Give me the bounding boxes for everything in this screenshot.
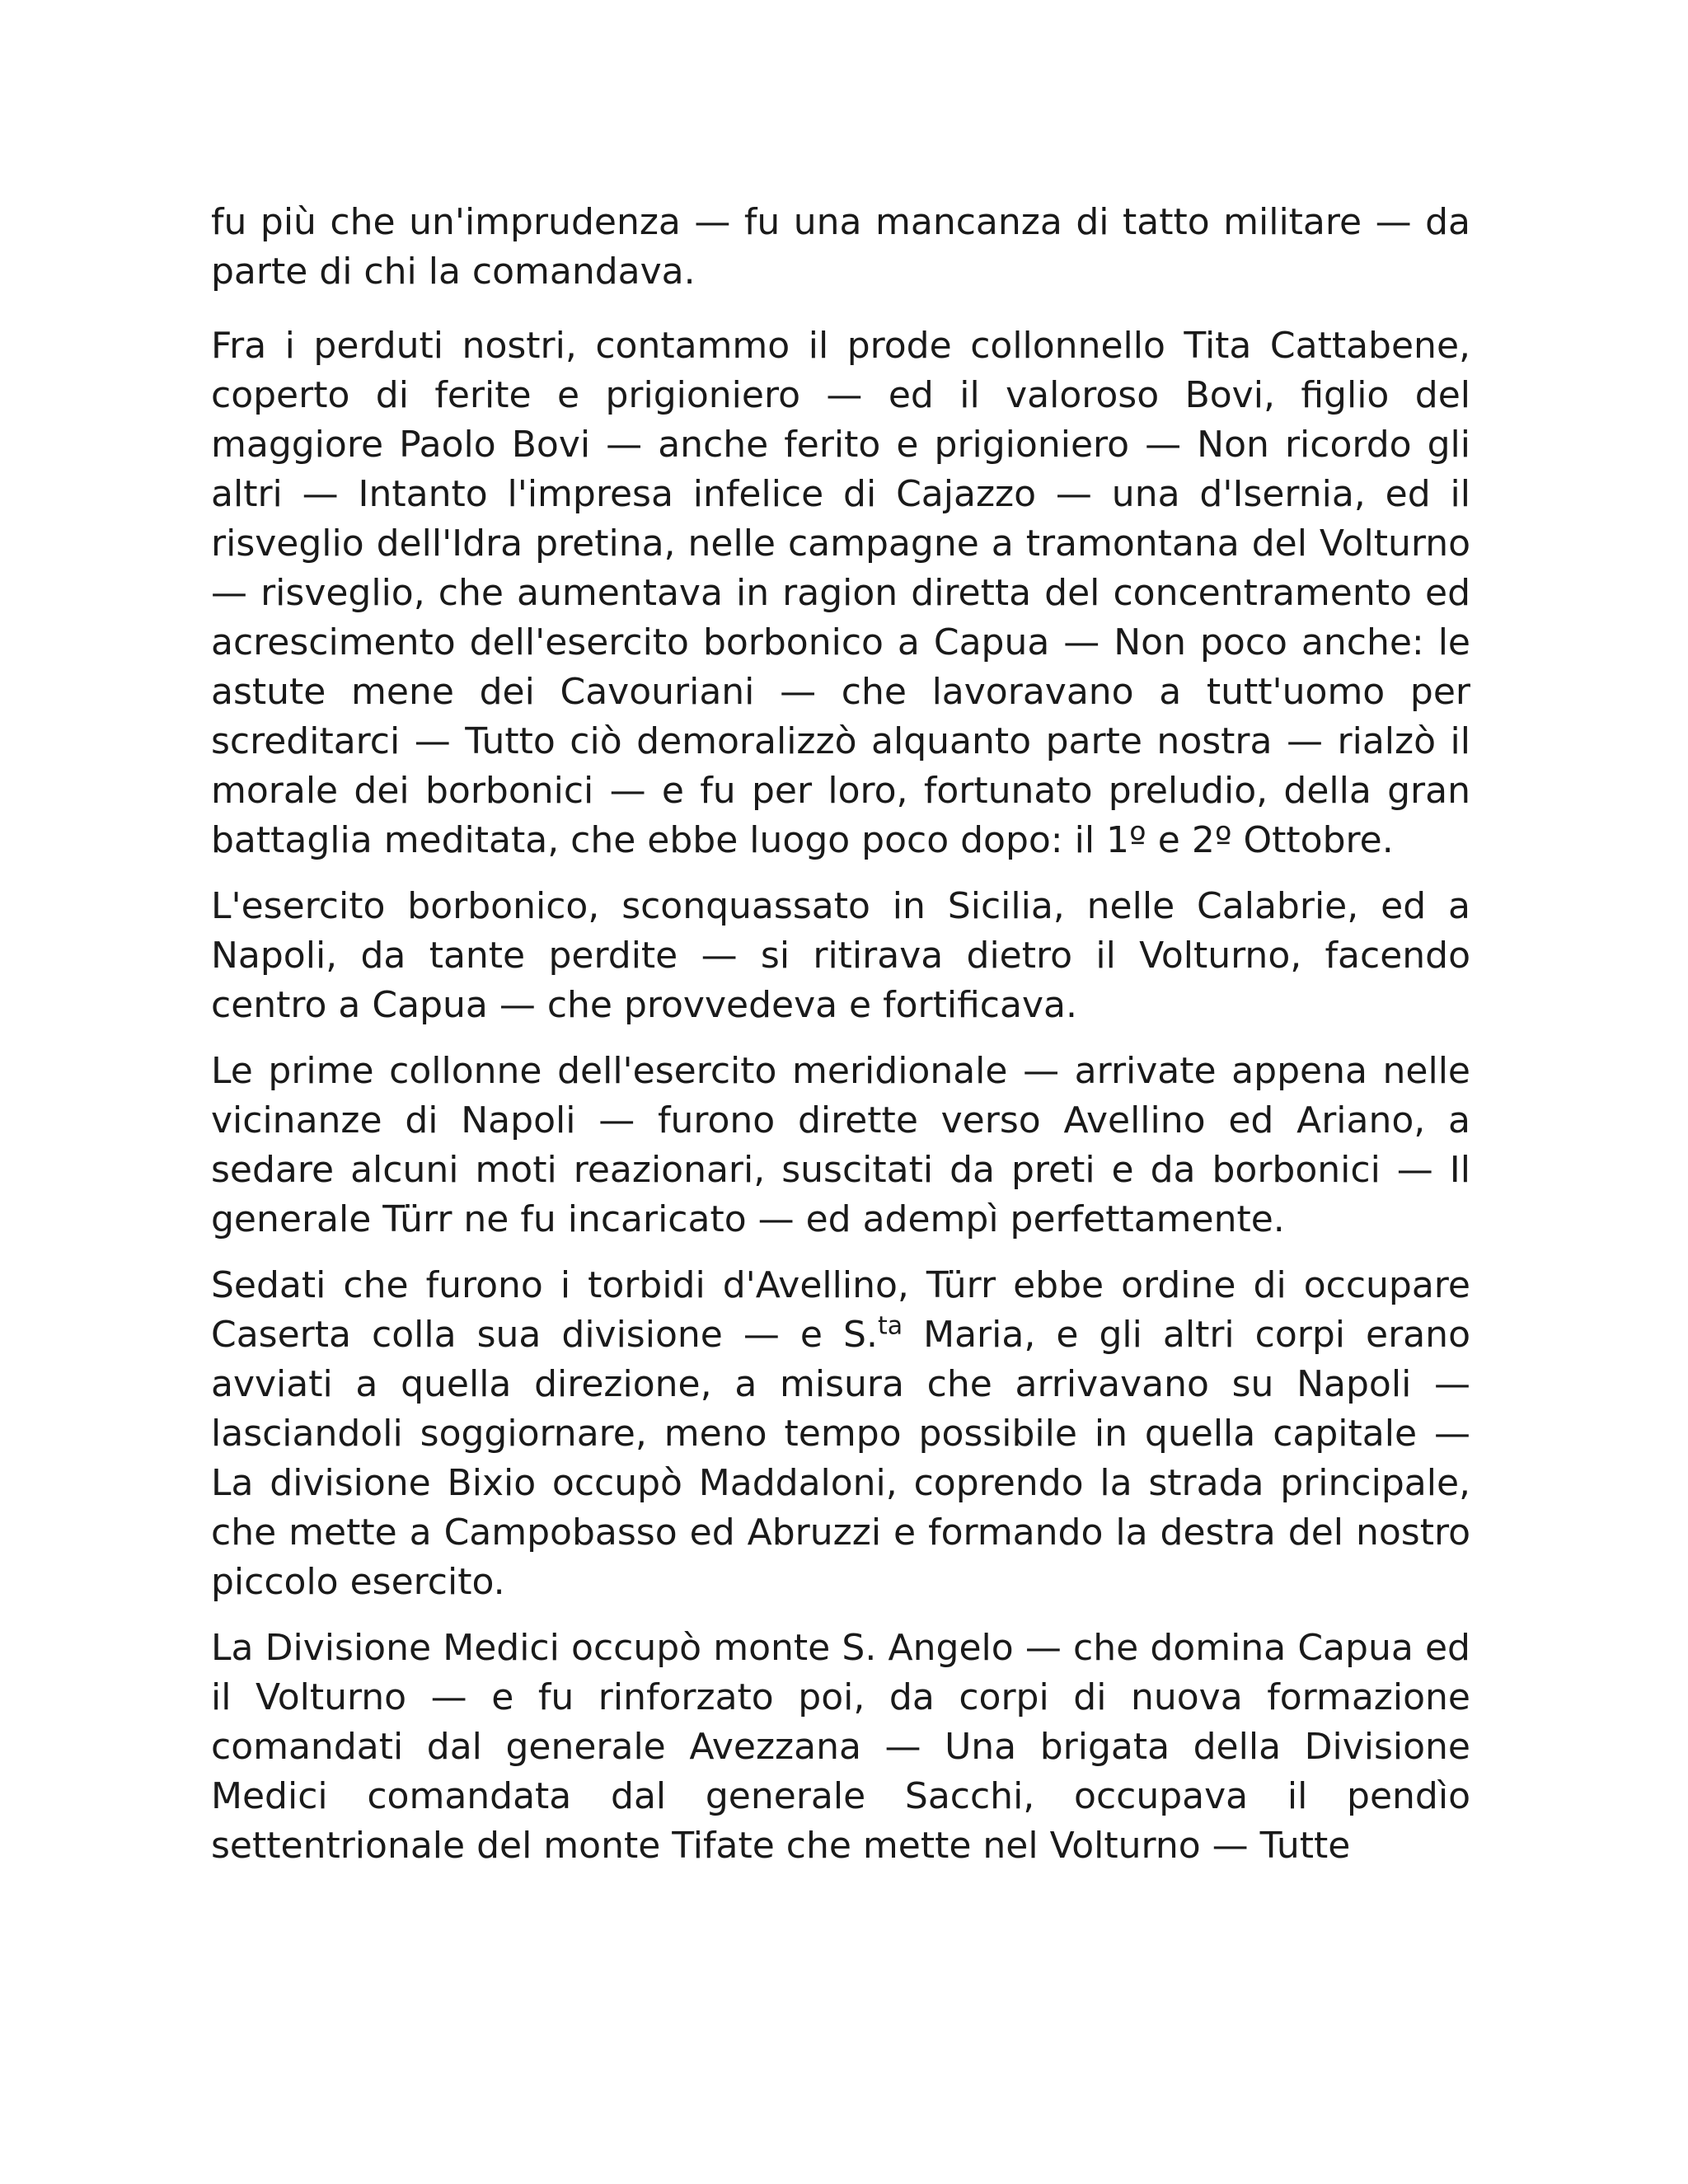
paragraph-2: Fra i perduti nostri, contammo il prode collonnello Tita Cattabene, coperto di ferite e prigioniero — ed il valoroso Bovi, figlio del maggiore Paolo Bovi — anche ferito e prigioniero — Non ricordo gli altri — Intanto l'impresa infelice di Cajazzo — una d'Isernia, ed il risveglio dell'Idra pretina, nelle campagne a tramontana del Volturno — risveglio, che aumentava in ragion diretta del concentramento ed acrescimento dell'esercito borbonico a Capua — Non poco anche: le astute mene dei Cavouriani — che lavoravano a tutt'uomo per screditarci — Tutto ciò demoralizzò alquanto parte nostra — rialzò il morale dei borbonici — e fu per loro, fortunato preludio, della gran battaglia meditata, che ebbe luogo poco dopo: il 1º e 2º Ottobre. (211, 325, 1470, 861)
paragraph-5 (211, 1261, 1470, 1607)
paragraph-1: fu più che un'imprudenza — fu una mancanza di tatto militare — da parte di chi la comandava. (211, 201, 1470, 293)
paragraph-6: La Divisione Medici occupò monte S. Angelo — che domina Capua ed il Volturno — e fu rinforzato poi, da corpi di nuova formazione comandati dal generale Avezzana — Una brigata della Divisione Medici comandata dal generale Sacchi, occupava il pendìo settentrionale del monte Tifate che mette nel Volturno — Tutte (211, 1627, 1470, 1867)
paragraph-5-text-after: Maria, e gli altri corpi erano avviati a quella direzione, a misura che arrivavano su Napoli — lasciandoli soggiornare, meno tempo possibile in quella capitale — La divisione Bixio occupò Maddaloni, coprendo la strada principale, che mette a Campobasso ed Abruzzi e formando la destra del nostro piccolo esercito. (211, 1314, 1470, 1603)
superscript-ta: ta (877, 1311, 903, 1341)
paragraph-3: L'esercito borbonico, sconquassato in Sicilia, nelle Calabrie, ed a Napoli, da tante perdite — si ritirava dietro il Volturno, facendo centro a Capua — che provvedeva e fortificava. (211, 885, 1470, 1026)
page-body (211, 198, 1470, 1887)
paragraph-4: Le prime collonne dell'esercito meridionale — arrivate appena nelle vicinanze di Napoli — furono dirette verso Avellino ed Ariano, a sedare alcuni moti reazionari, suscitati da preti e da borbonici — Il generale Türr ne fu incaricato — ed adempì perfettamente. (211, 1050, 1470, 1240)
paragraph-5-text-before: Sedati che furono i torbidi d'Avellino, Türr ebbe ordine di occupare Caserta colla sua divisione — e S. (211, 1264, 1470, 1356)
